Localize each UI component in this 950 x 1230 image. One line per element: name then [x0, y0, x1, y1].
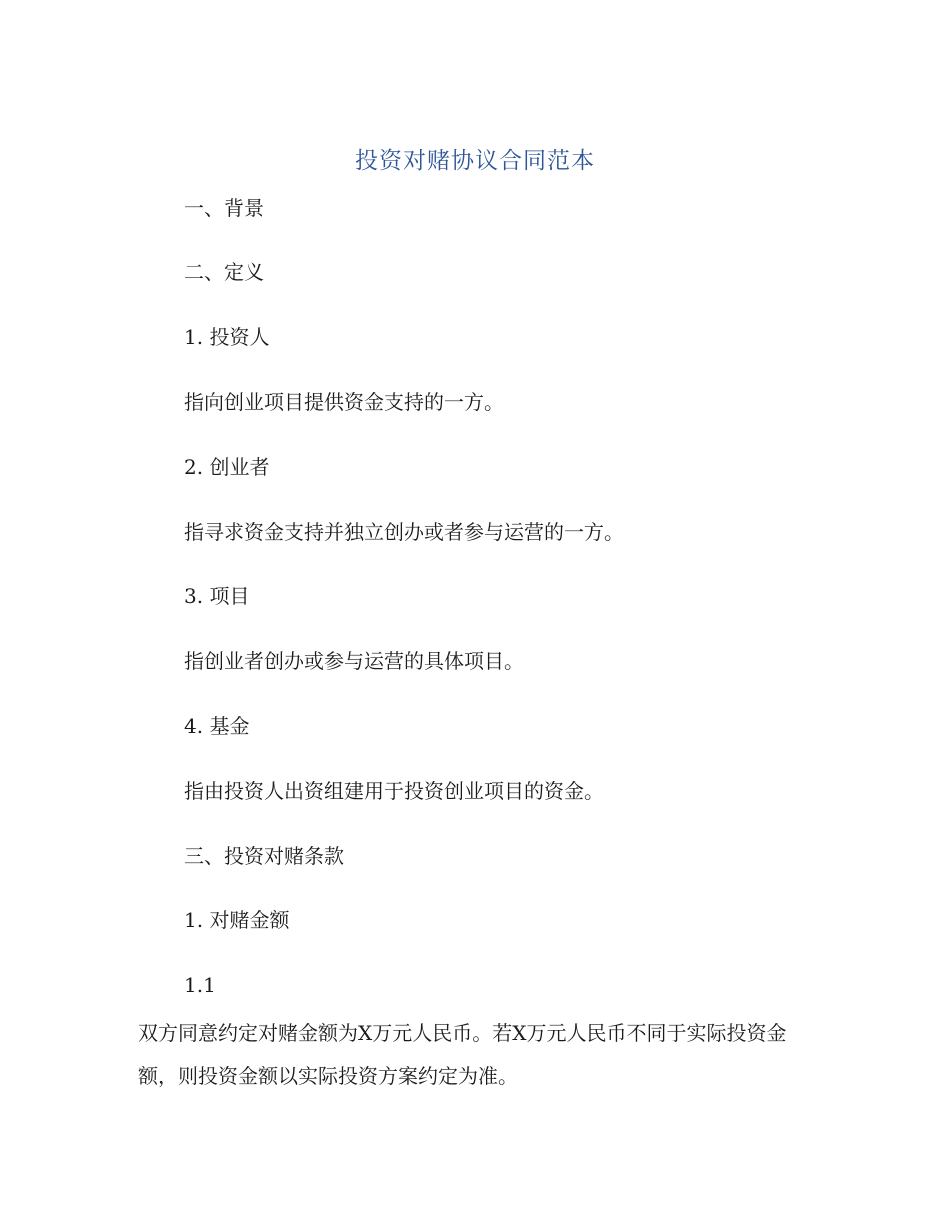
clause-paragraph: 双方同意约定对赌金额为X万元人民币。若X万元人民币不同于实际投资金额，则投资金额以实际投资方案约定为准。: [138, 1021, 787, 1088]
clause-number: 1.1: [184, 973, 216, 997]
document-title: 投资对赌协议合同范本: [355, 148, 595, 174]
clause-heading-amount: 1. 对赌金额: [184, 908, 290, 932]
section-heading-terms: 三、投资对赌条款: [184, 844, 344, 868]
definition-text-project: 指创业者创办或参与运营的具体项目。: [184, 649, 524, 673]
definition-term-fund: 4. 基金: [184, 714, 250, 738]
definition-term-project: 3. 项目: [184, 584, 250, 608]
section-heading-definitions: 二、定义: [184, 260, 264, 284]
definition-text-fund: 指由投资人出资组建用于投资创业项目的资金。: [184, 779, 604, 803]
definition-text-founder: 指寻求资金支持并独立创办或者参与运营的一方。: [184, 520, 624, 544]
definition-text-investor: 指向创业项目提供资金支持的一方。: [184, 390, 504, 414]
section-heading-background: 一、背景: [184, 196, 264, 220]
definition-term-founder: 2. 创业者: [184, 455, 270, 479]
definition-term-investor: 1. 投资人: [184, 325, 270, 349]
